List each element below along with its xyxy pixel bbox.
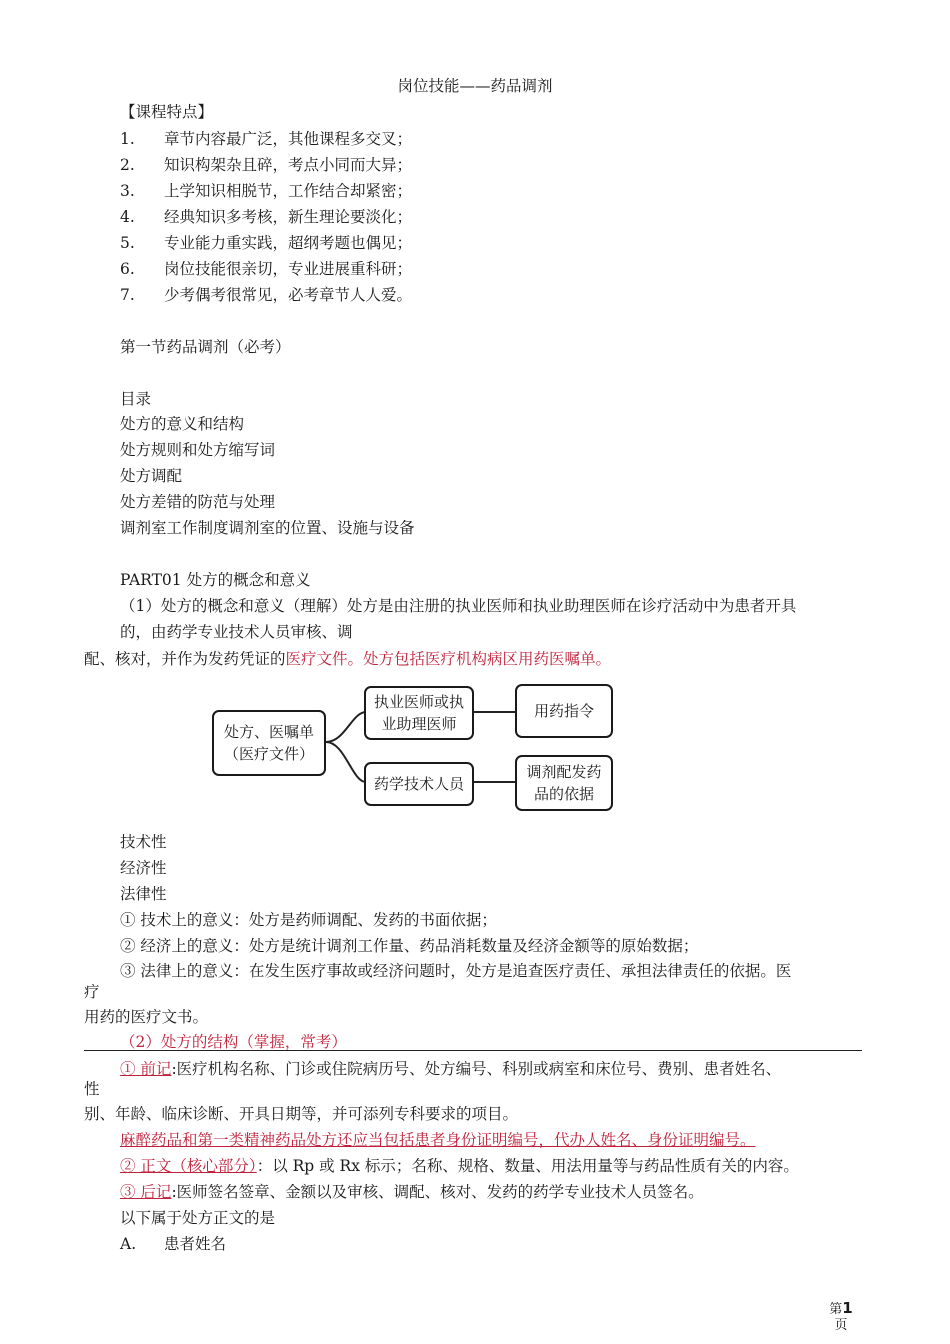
feature-item: 5. 专业能力重实践，超纲考题也偶见； [120, 234, 413, 252]
section-title: 第一节药品调剂（必考） [120, 338, 291, 356]
feature-item: 4. 经典知识多考核，新生理论要淡化； [120, 208, 413, 226]
diagram-pharmacist-box: 药学技术人员 [364, 762, 474, 806]
property-item: 法律性 [120, 885, 167, 903]
feature-item: 6. 岗位技能很亲切，专业进展重科研； [120, 260, 413, 278]
meaning-item: ③ 法律上的意义：在发生医疗事故或经济问题时，处方是追查医疗责任、承担法律责任的依据。医 [120, 962, 792, 980]
connector-line [326, 742, 366, 782]
option-a: A. 患者姓名 [120, 1235, 227, 1253]
toc-item: 处方的意义和结构 [120, 415, 245, 433]
toc-item: 处方调配 [120, 467, 183, 485]
diagram-physician-box: 执业医师或执 业助理医师 [364, 686, 474, 740]
paragraph-line: 配、核对，并作为发药凭证的医疗文件。处方包括医疗机构病区用药医嘱单。 [84, 650, 612, 668]
diagram-order-box: 用药指令 [515, 684, 613, 738]
narcotic-note: 麻醉药品和第一类精神药品处方还应当包括患者身份证明编号，代办人姓名、身份证明编号。 [120, 1131, 756, 1149]
document-title: 岗位技能——药品调剂 [397, 77, 553, 95]
page-number: 第1 页 [829, 1299, 853, 1333]
toc-item: 调剂室工作制度调剂室的位置、设施与设备 [120, 519, 415, 537]
property-item: 技术性 [120, 833, 167, 851]
question-text: 以下属于处方正文的是 [120, 1209, 276, 1227]
property-item: 经济性 [120, 859, 167, 877]
meaning-item: ② 经济上的意义：处方是统计调剂工作量、药品消耗数量及经济金额等的原始数据； [120, 937, 699, 955]
paragraph-line: 的，由药学专业技术人员审核、调 [120, 623, 353, 641]
feature-item: 3. 上学知识相脱节，工作结合却紧密； [120, 182, 413, 200]
part-title: PART01 处方的概念和意义 [120, 571, 311, 589]
toc-heading: 目录 [120, 390, 152, 408]
diagram-root-box: 处方、医嘱单 （医疗文件） [212, 710, 326, 776]
paragraph-line: （1）处方的概念和意义（理解）处方是由注册的执业医师和执业助理医师在诊疗活动中为患者开具 [120, 597, 797, 615]
structure-heading: （2）处方的结构（掌握，常考） [120, 1033, 347, 1051]
connector-line [326, 712, 366, 742]
front-matter-wrap: 别、年龄、临床诊断、开具日期等，并可添列专科要求的项目。 [84, 1105, 519, 1123]
toc-item: 处方规则和处方缩写词 [120, 441, 276, 459]
end-section-line: ③ 后记:医师签名签章、金额以及审核、调配、核对、发药的药学专业技术人员签名。 [120, 1183, 704, 1201]
feature-item: 7. 少考偶考很常见，必考章节人人爱。 [120, 286, 413, 304]
feature-item: 1. 章节内容最广泛，其他课程多交叉； [120, 130, 413, 148]
body-section-line: ② 正文（核心部分）：以 Rp 或 Rx 标示；名称、规格、数量、用法用量等与药品性质有关的内容。 [120, 1157, 799, 1175]
meaning-wrap: 用药的医疗文书。 [84, 1008, 209, 1026]
feature-item: 2. 知识构架杂且碎，考点小同而大异； [120, 156, 413, 174]
meaning-wrap: 疗 [84, 983, 100, 1001]
toc-item: 处方差错的防范与处理 [120, 493, 276, 511]
features-heading: 【课程特点】 [120, 103, 214, 121]
diagram-basis-box: 调剂配发药 品的依据 [515, 755, 613, 811]
front-matter-wrap: 性 [84, 1080, 100, 1098]
divider-line [84, 1050, 862, 1051]
front-matter-line: ① 前记:医疗机构名称、门诊或住院病历号、处方编号、科别或病室和床位号、费别、患者姓名、 [120, 1060, 782, 1078]
meaning-item: ① 技术上的意义：处方是药师调配、发药的书面依据； [120, 911, 497, 929]
